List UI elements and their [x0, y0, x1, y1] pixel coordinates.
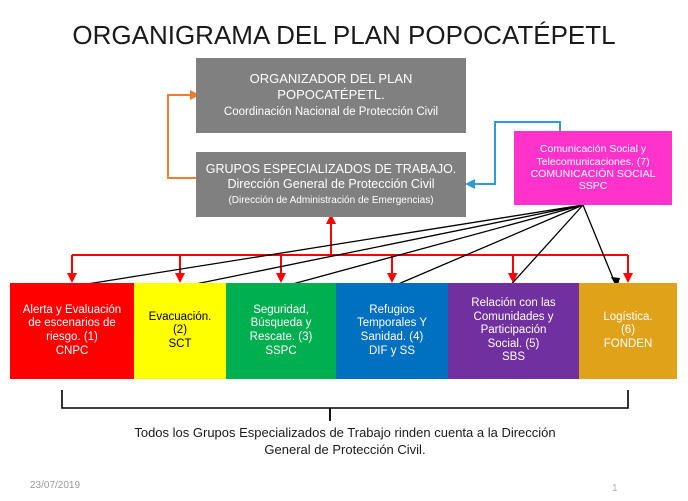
node-comunicacion-line4: SSPC [578, 180, 608, 193]
group-0-line1: Alerta y Evaluación [22, 303, 122, 316]
node-organizador-line1: ORGANIZADOR DEL PLAN [249, 71, 413, 87]
group-0-line4: CNPC [55, 344, 89, 357]
page-title: ORGANIGRAMA DEL PLAN POPOCATÉPETL [72, 20, 616, 50]
group-1-line1: Evacuación. [148, 310, 212, 323]
group-3-line4: DIF y SS [368, 344, 415, 357]
group-0-line3: riesgo. (1) [46, 331, 98, 343]
node-grupos-line2: Dirección General de Protección Civil [227, 177, 435, 192]
node-group-relacion-comunidades[interactable] [448, 283, 579, 379]
node-group-alerta-evaluacion[interactable] [10, 283, 134, 379]
node-grupos-line1: GRUPOS ESPECIALIZADOS DE TRABAJO. [205, 162, 457, 177]
node-organizador-del-plan[interactable] [196, 58, 466, 133]
node-grupos-especializados[interactable] [196, 152, 466, 217]
group-5-line2: (6) [620, 324, 636, 337]
group-2-line1: Seguridad, [253, 303, 309, 316]
group-2-line2: Búsqueda y [250, 317, 312, 330]
group-4-line1: Relación con las [471, 297, 556, 310]
group-4-line3: Participación [480, 324, 547, 337]
group-3-line3: Sanidad. (4) [360, 331, 424, 343]
group-3-line2: Temporales Y [356, 317, 428, 330]
node-group-evacuacion[interactable] [134, 283, 226, 379]
node-organizador-line3: Coordinación Nacional de Protección Civil [223, 106, 439, 119]
group-4-line5: SBS [501, 351, 525, 364]
node-grupos-line3: (Dirección de Administración de Emergencias) [228, 194, 434, 206]
group-5-line3: FONDEN [603, 337, 653, 350]
group-3-line1: Refugios [369, 303, 415, 316]
group-5-line1: Logística. [603, 310, 653, 323]
group-2-line4: SSPC [265, 344, 297, 357]
footer-note-line1: Todos los Grupos Especializados de Trabajo rinden cuenta a la Dirección [134, 425, 556, 440]
node-comunicacion-line3: COMUNICACIÓN SOCIAL [530, 168, 656, 180]
group-0-line2: de escenarios de [28, 317, 116, 330]
node-comunicacion-social[interactable] [514, 131, 672, 205]
node-comunicacion-line1: Comunicación Social y [539, 143, 647, 156]
group-1-line3: SCT [168, 337, 192, 350]
group-2-line3: Rescate. (3) [249, 331, 313, 343]
node-group-logistica[interactable] [579, 283, 677, 379]
footer-note [60, 425, 630, 459]
group-4-line2: Comunidades y [473, 310, 554, 323]
node-group-seguridad-busqueda-rescate[interactable] [226, 283, 336, 379]
node-organizador-line2: POPOCATÉPETL. [277, 86, 385, 102]
group-4-line4: Social. (5) [487, 337, 540, 350]
footer-note-line2: General de Protección Civil. [264, 441, 426, 457]
group-1-line2: (2) [172, 324, 188, 337]
node-group-refugios-temporales-sanidad[interactable] [336, 283, 448, 379]
node-comunicacion-line2: Telecomunicaciones. (7) [536, 155, 650, 168]
slide-page-number: 1 [612, 483, 618, 494]
slide-date: 23/07/2019 [30, 480, 81, 491]
